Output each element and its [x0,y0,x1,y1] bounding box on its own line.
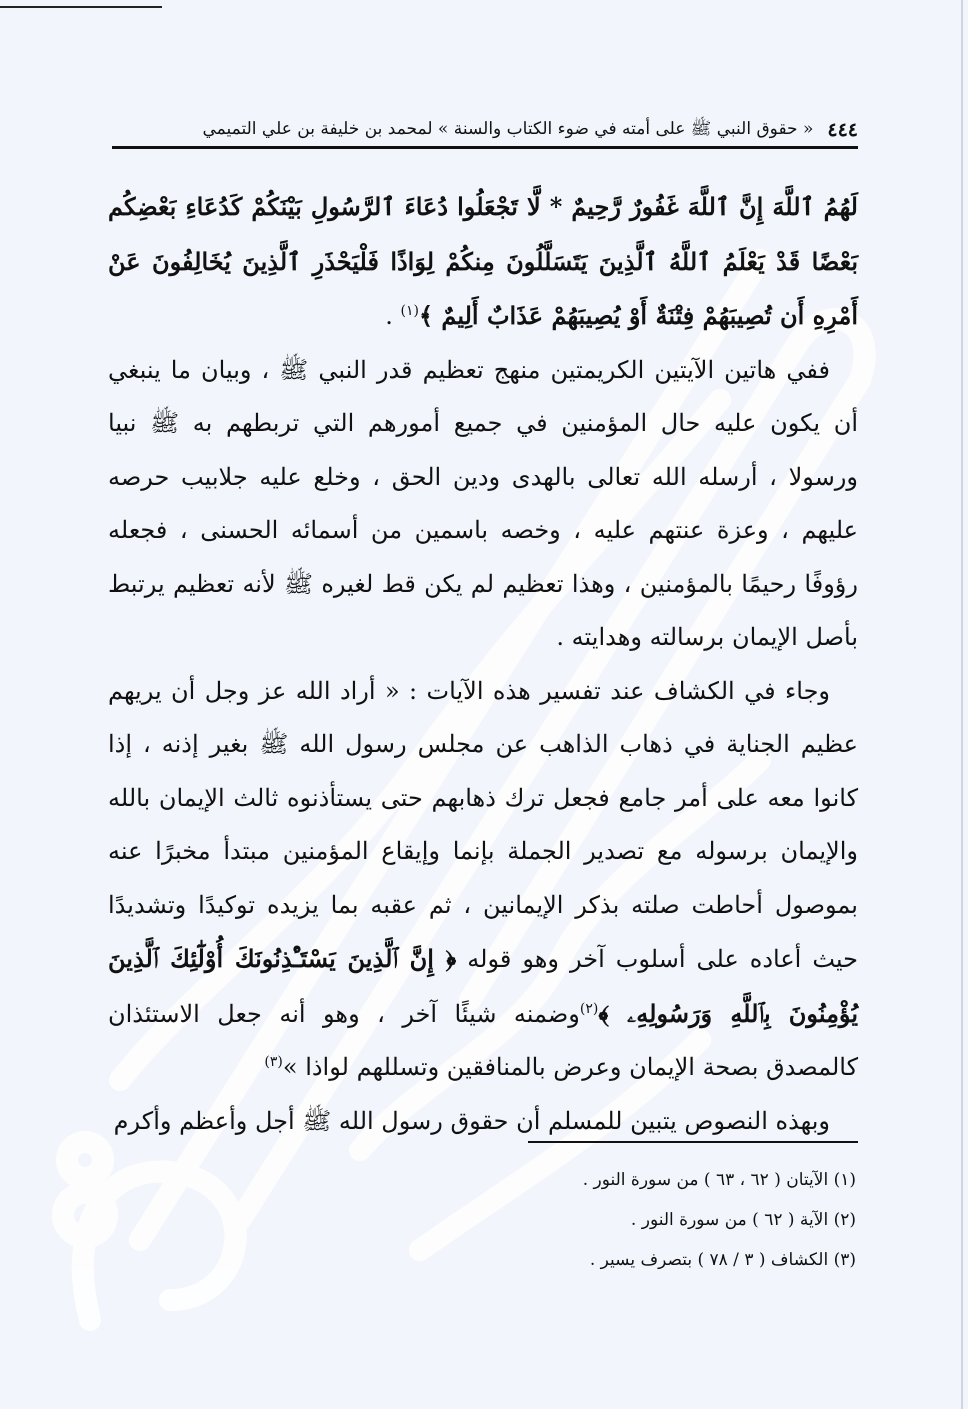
quran-verse-2: ﴿ إِنَّ ٱلَّذِينَ يَسْتَـْٔذِنُونَكَ أُوْلَٰٓئِكَ ٱلَّذِينَ يُؤْمِنُونَ بِٱللَّهِ وَرَسُولِهِۦ ﴾ [108,944,859,1028]
footnote-1: (١) الآيتان ( ٦٢ ، ٦٣ ) من سورة النور . [582,1170,856,1190]
footnote-ref-1: (١) [400,303,419,319]
page-number: ٤٤٤ [827,119,858,141]
paragraph-3 [108,665,858,1095]
footnote-ref-3: (٣) [264,1054,283,1070]
quran-verse: لَهُمُ ٱللَّهَ إِنَّ ٱللَّهَ غَفُورٌ رَّحِيمٌ * لَّا تَجْعَلُوا دُعَاءَ ٱلرَّسُولِ بَيْنَكُمْ كَدُعَاءِ بَعْضِكُم بَعْضًا قَدْ يَعْلَمُ ٱللَّهُ ٱلَّذِينَ يَتَسَلَّلُونَ مِنكُمْ لِوَاذًا فَلْيَحْذَرِ ٱلَّذِينَ يُخَالِفُونَ عَنْ أَمْرِهِ أَن تُصِيبَهُمْ فِتْنَةٌ أَوْ يُصِيبَهُمْ عَذَابٌ أَلِيمٌ ﴾ [108,192,858,330]
kashshaf-quote-part-2: وضمنه شيئًا آخر ، وهو أنه جعل الاستئذان كالمصدق بصحة الإيمان وعرض بالمنافقين وتسللهم لواذا » [108,999,858,1081]
footnote-rule [528,1141,858,1143]
sentence-end: . [385,302,401,330]
footnote-ref-2: (٢) [579,1000,599,1017]
kashshaf-quote-part-1: وجاء في الكشاف عند تفسير هذه الآيات : « أراد الله عز وجل أن يريهم عظيم الجناية في ذهاب الذاهب عن مجلس رسول الله ﷺ بغير إذنه ، إذا كانوا معه على أمر جامع فجعل ترك ذهابهم حتى يستأذنوه ثالث الإيمان بالله والإيمان برسوله مع تصدير الجملة بإنما وإيقاع المؤمنين مبتدأ مخبرًا عنه بموصول أحاطت صلته بذكر الإيمانين ، ثم عقبه بما يزيده توكيدًا وتشديدًا حيث أعاده على أسلوب آخر وهو قوله [108,676,858,973]
running-header [112,116,858,144]
footnote-3: (٣) الكشاف ( ٣ / ٧٨ ) بتصرف يسير . [589,1250,856,1270]
paragraph-2: ففي هاتين الآيتين الكريمتين منهج تعظيم قدر النبي ﷺ ، وبيان ما ينبغي أن يكون عليه حال المؤمنين في جميع أمورهم التي تربطهم به ﷺ نبيا ورسولا ، أرسله الله تعالى بالهدى ودين الحق ، وخلع عليه جلابيب حرصه عليهم ، وعزة عنتهم عليه ، وخصه باسمين من أسمائه الحسنى ، فجعله رؤوفًا رحيمًا بالمؤمنين ، وهذا تعظيم لم يكن قط لغيره ﷺ لأنه تعظيم يرتبط بأصل الإيمان برسالته وهدايته . [108,355,858,651]
footnote-2: (٢) الآية ( ٦٢ ) من سورة النور . [630,1210,856,1230]
edge-line [961,0,963,1409]
header-rule [112,146,858,149]
corner-rule [0,6,162,8]
running-title: « حقوق النبي ﷺ على أمته في ضوء الكتاب والسنة » لمحمد بن خليفة بن علي التميمي [202,118,814,139]
paragraph-4: وبهذه النصوص يتبين للمسلم أن حقوق رسول الله ﷺ أجل وأعظم وأكرم [113,1106,830,1135]
quran-passage [108,180,858,344]
footnotes [356,1160,856,1280]
body-text [108,180,858,1148]
